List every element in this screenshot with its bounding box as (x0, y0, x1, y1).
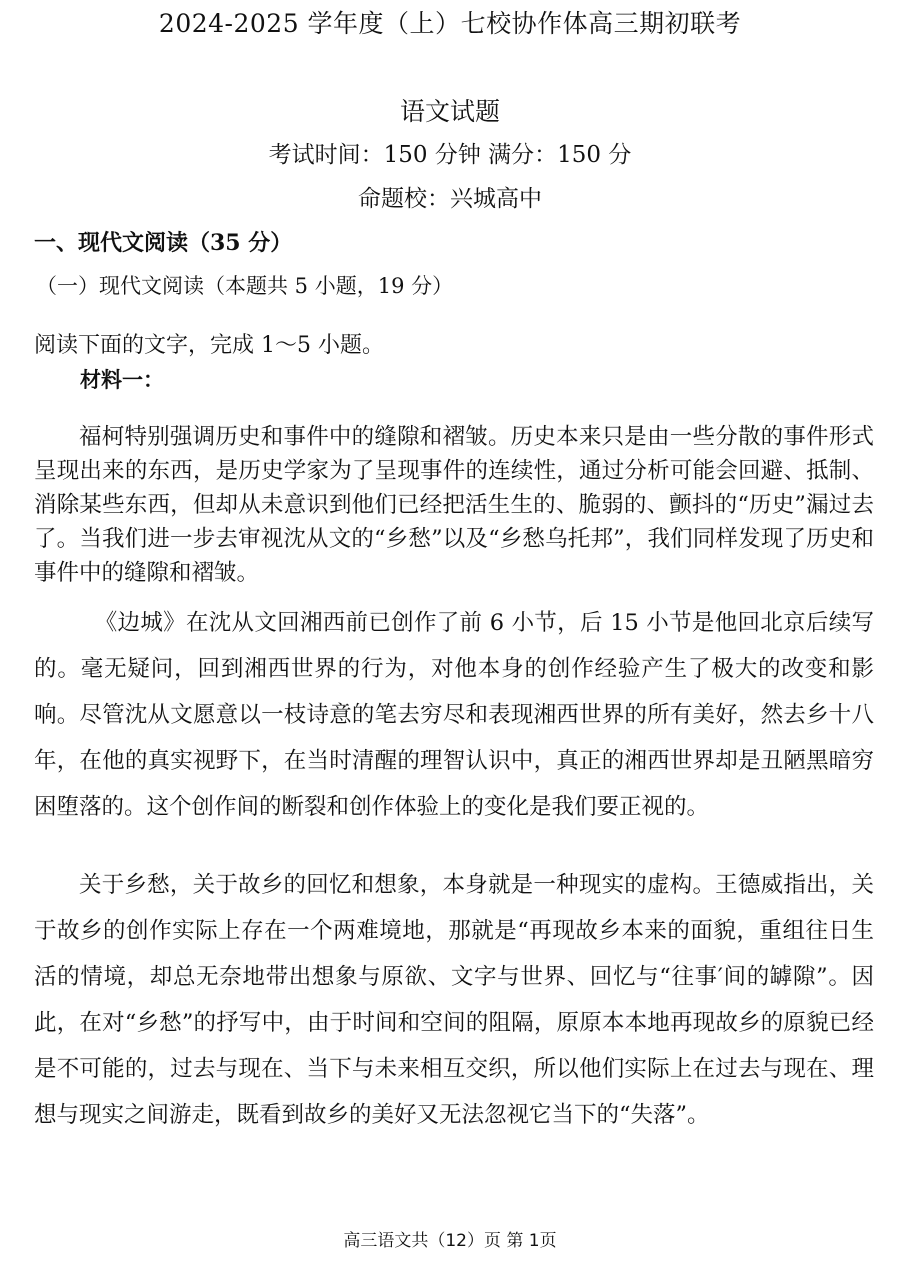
paragraph-1: 福柯特别强调历史和事件中的缝隙和褶皱。历史本来只是由一些分散的事件形式呈现出来的东西，是历史学家为了呈现事件的连续性，通过分析可能会回避、抵制、消除某些东西，但却从未意识到他们已经把活生生的、脆弱的、颤抖的“历史”漏过去了。当我们进一步去审视沈从文的“乡愁”以及“乡愁乌托邦”，我们同样发现了历史和事件中的缝隙和褶皱。 (34, 424, 874, 586)
material-label: 材料一： (80, 367, 164, 392)
reading-instruction: 阅读下面的文字，完成 1～5 小题。 (34, 333, 384, 358)
subsection-heading: （一）现代文阅读（本题共 5 小题，19 分） (36, 274, 454, 298)
paragraph-2: 《边城》在沈从文回湘西前已创作了前 6 小节，后 15 小节是他回北京后续写的。毫无疑问，回到湘西世界的行为，对他本身的创作经验产生了极大的改变和影响。尽管沈从文愿意以一枝诗意的笔去穷尽和表现湘西世界的所有美好，然去乡十八年，在他的真实视野下，在当时清醒的理智认识中，真正的湘西世界却是丑陋黑暗穷困堕落的。这个创作间的断裂和创作体验上的变化是我们要正视的。 (34, 610, 874, 820)
subject-title: 语文试题 (399, 97, 500, 126)
paragraph-3: 关于乡愁，关于故乡的回忆和想象，本身就是一种现实的虚构。王德威指出，关于故乡的创作实际上存在一个两难境地，那就是“再现故乡本来的面貌，重组往日生活的情境，却总无奈地带出想象与原欲、文字与世界、回忆与“往事′间的罅隙”。因此，在对“乡愁”的抒写中，由于时间和空间的阻隔，原原本本地再现故乡的原貌已经是不可能的，过去与现在、当下与未来相互交织，所以他们实际上在过去与现在、理想与现实之间游走，既看到故乡的美好又无法忽视它当下的“失落”。 (34, 872, 874, 1128)
page-footer: 高三语文共（12）页 第 1页 (343, 1231, 557, 1251)
exam-info: 考试时间：150 分钟 满分：150 分 (268, 142, 632, 168)
school-line: 命题校：兴城高中 (358, 186, 542, 212)
section-heading: 一、现代文阅读（35 分） (34, 230, 293, 256)
exam-title: 2024-2025 学年度（上）七校协作体高三期初联考 (158, 9, 742, 38)
